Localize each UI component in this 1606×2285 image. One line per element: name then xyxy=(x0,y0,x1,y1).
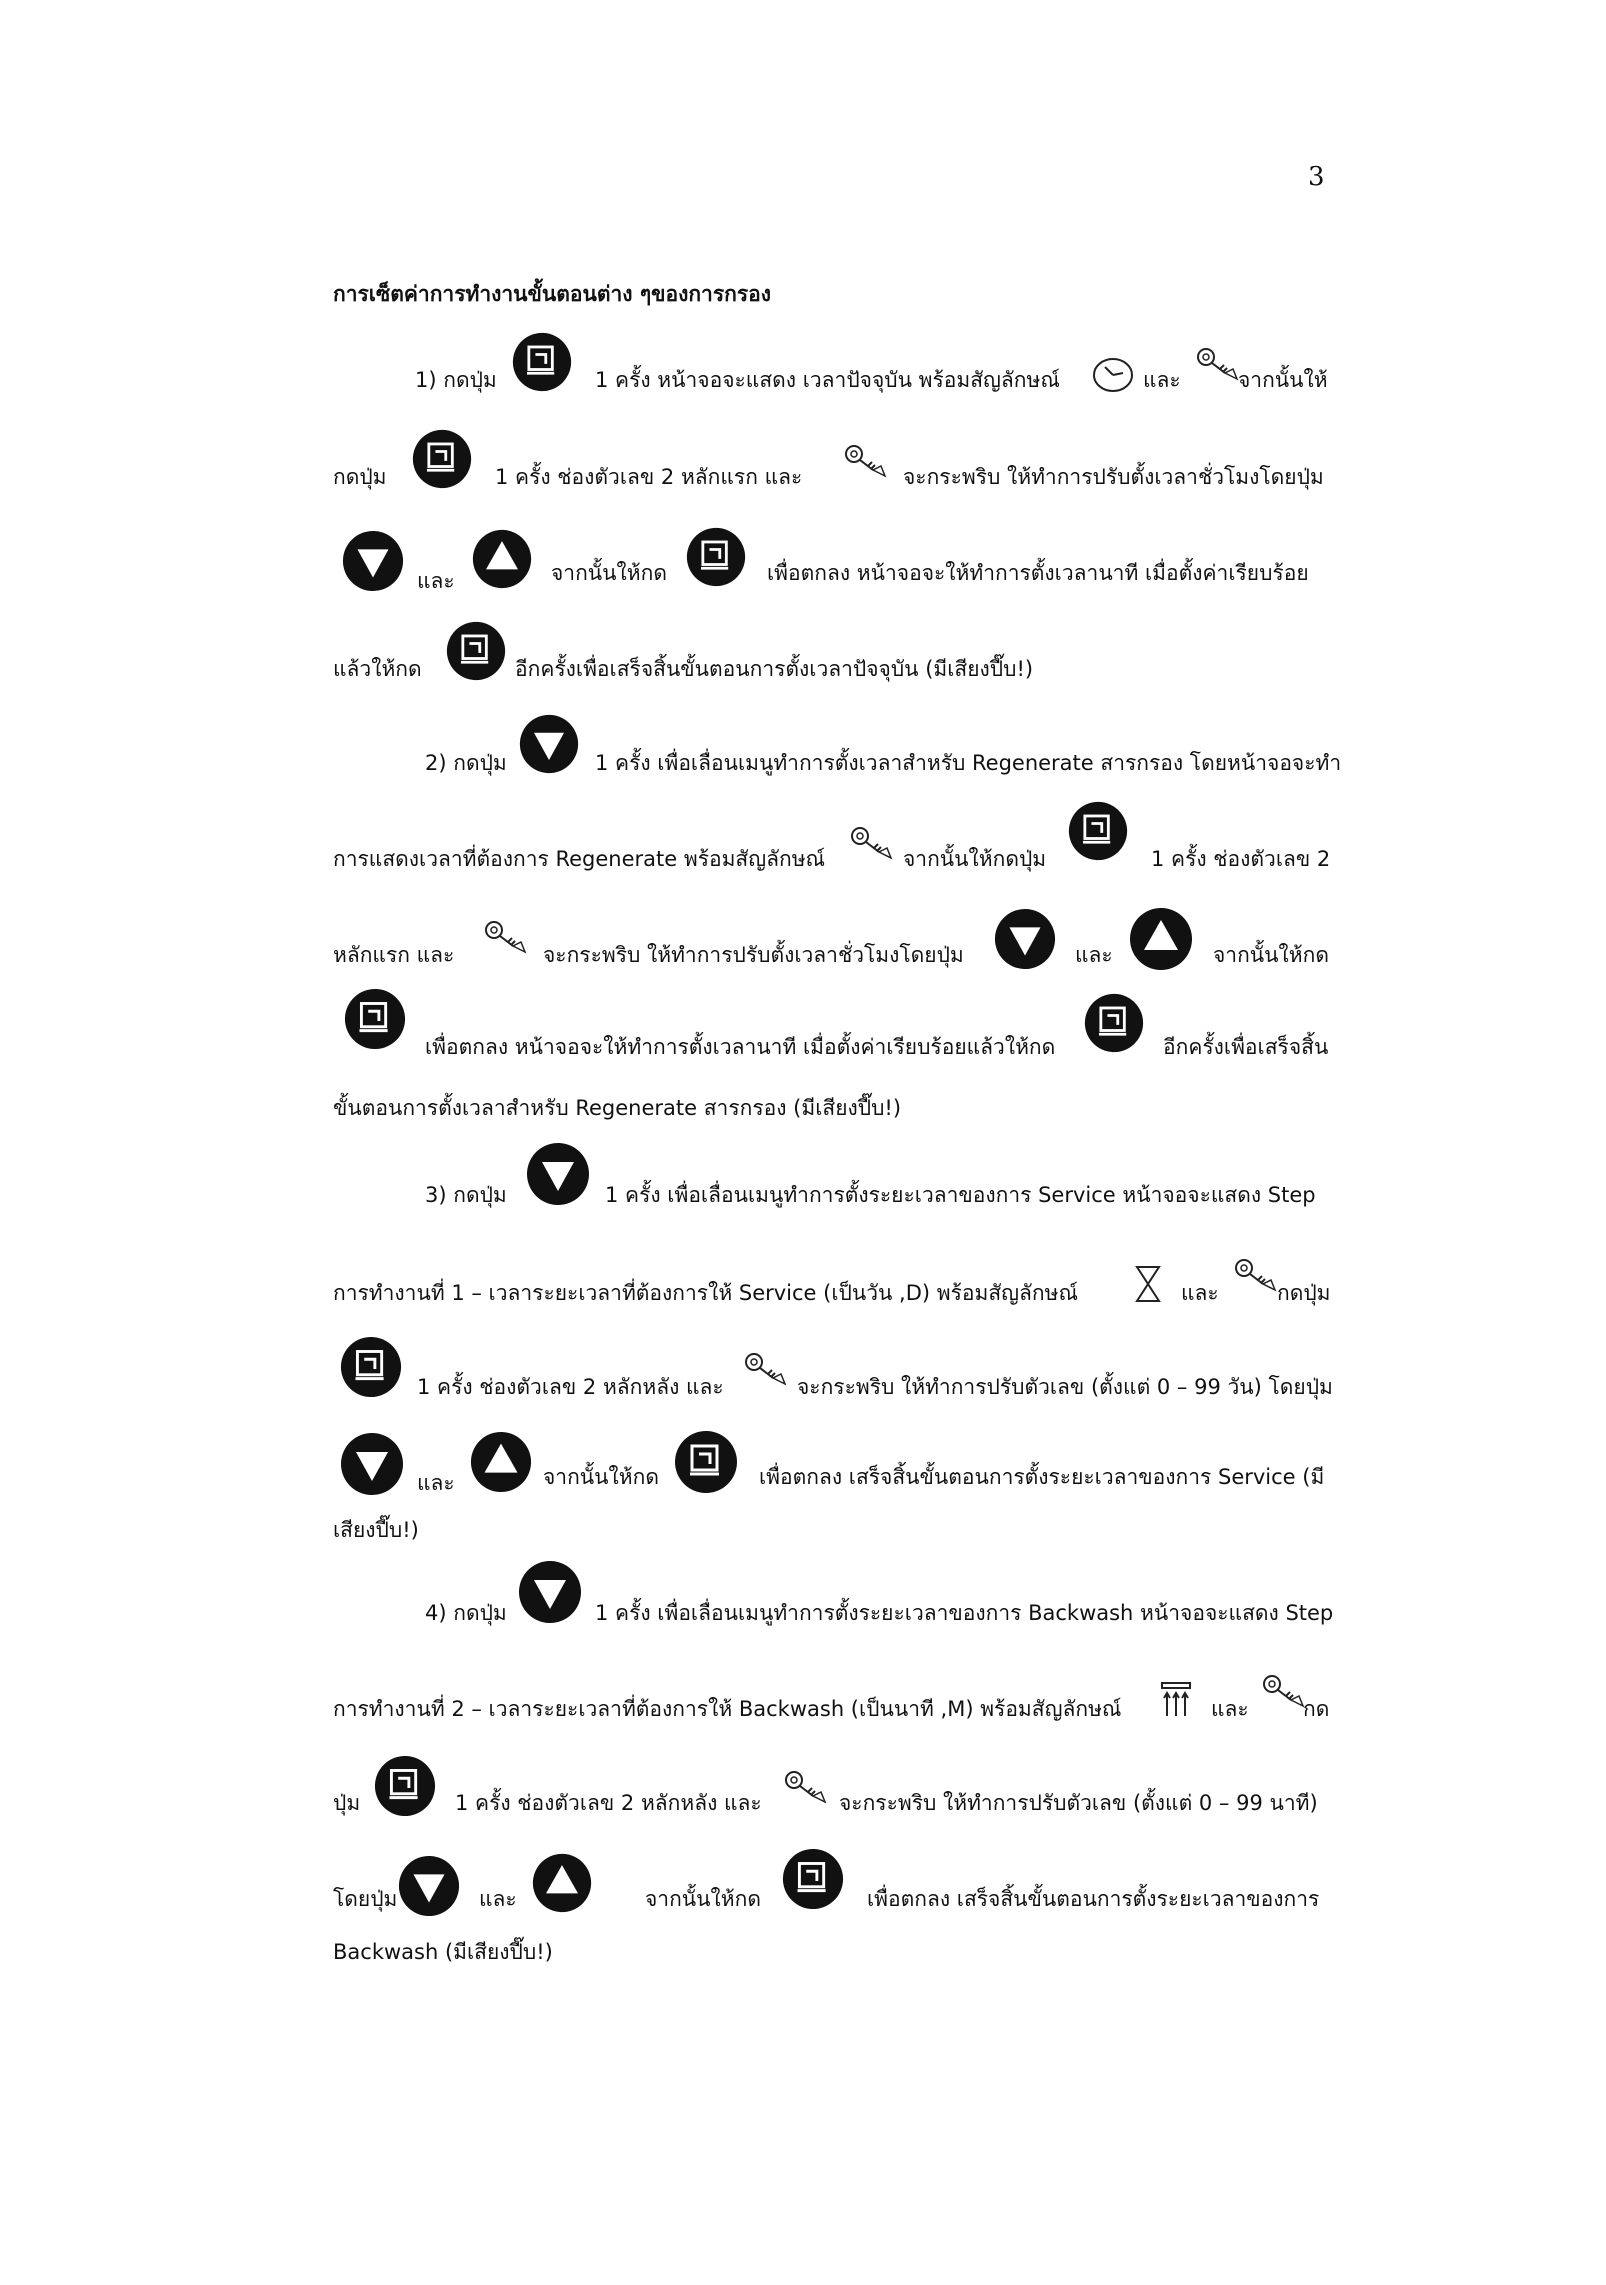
step1-text: จากนั้นให้ xyxy=(1238,368,1328,392)
step3-line3 xyxy=(333,1330,1333,1410)
step2-text: 2) กดปุ่ม xyxy=(425,751,507,775)
step4-text: Backwash (มีเสียงปี๊บ!) xyxy=(333,1940,553,1964)
step3-text: จากนั้นให้กด xyxy=(543,1465,659,1489)
step2-text: 1 ครั้ง เพื่อเลื่อนเมนูทำการตั้งเวลาสำหรับ Regenerate สารกรอง โดยหน้าจอจะทำ xyxy=(595,751,1342,775)
step4-text: 4) กดปุ่ม xyxy=(425,1601,507,1625)
key-icon xyxy=(1261,1672,1305,1708)
section-heading: การเซ็ตค่าการทำงานขั้นตอนต่าง ๆของการกรอง xyxy=(333,282,771,306)
step2-line2 xyxy=(333,802,1333,882)
step2-text: อีกครั้งเพื่อเสร็จสิ้น xyxy=(1163,1035,1329,1059)
set-button-icon xyxy=(1083,990,1145,1056)
set-button-icon xyxy=(781,1846,845,1912)
down-arrow-button-icon xyxy=(341,526,405,596)
step4-text: ปุ่ม xyxy=(333,1791,361,1815)
step1-text: แล้วให้กด xyxy=(333,657,422,681)
step2-text: การแสดงเวลาที่ต้องการ Regenerate พร้อมสัญลักษณ์ xyxy=(333,847,826,871)
step4-text: เพื่อตกลง เสร็จสิ้นขั้นตอนการตั้งระยะเวลาของการ xyxy=(867,1887,1320,1911)
step3-text: เพื่อตกลง เสร็จสิ้นขั้นตอนการตั้งระยะเวลาของการ Service (มี xyxy=(759,1465,1325,1489)
set-button-icon xyxy=(673,1428,739,1496)
step4-text: การทำงานที่ 2 – เวลาระยะเวลาที่ต้องการให้ Backwash (เป็นนาที ,M) พร้อมสัญลักษณ์ xyxy=(333,1697,1122,1721)
step3-text: 1 ครั้ง ช่องตัวเลข 2 หลักหลัง และ xyxy=(417,1375,724,1399)
step3-text: 1 ครั้ง เพื่อเลื่อนเมนูทำการตั้งระยะเวลาของการ Service หน้าจอจะแสดง Step xyxy=(605,1183,1316,1207)
step1-text: จะกระพริบ ให้ทำการปรับตั้งเวลาชั่วโมงโดยปุ่ม xyxy=(903,465,1324,489)
step4-line1 xyxy=(333,1556,1333,1636)
step2-text: จะกระพริบ ให้ทำการปรับตั้งเวลาชั่วโมงโดยปุ่ม xyxy=(543,943,964,967)
clock-icon xyxy=(1091,355,1135,395)
down-arrow-button-icon xyxy=(518,710,580,778)
step3-line1 xyxy=(333,1138,1333,1218)
step1-text: และ xyxy=(417,569,455,593)
up-arrow-button-icon xyxy=(471,526,533,592)
step1-text: และ xyxy=(1143,368,1181,392)
step2-line4 xyxy=(333,990,1333,1070)
step1-text: อีกครั้งเพื่อเสร็จสิ้นขั้นตอนการตั้งเวลาปัจจุบัน (มีเสียงปี๊บ!) xyxy=(515,657,1034,681)
key-icon xyxy=(1233,1256,1277,1292)
up-arrow-button-icon xyxy=(1128,904,1194,974)
step2-text: เพื่อตกลง หน้าจอจะให้ทำการตั้งเวลานาที เมื่อตั้งค่าเรียบร้อยแล้วให้กด xyxy=(425,1035,1056,1059)
step1-line3 xyxy=(333,516,1333,596)
step4-text: โดยปุ่ม xyxy=(333,1887,398,1911)
set-button-icon xyxy=(511,329,573,395)
step3-text: และ xyxy=(1181,1281,1219,1305)
step3-text: กดปุ่ม xyxy=(1277,1281,1331,1305)
hourglass-icon xyxy=(1133,1264,1163,1304)
down-arrow-button-icon xyxy=(525,1138,591,1210)
step1-line4 xyxy=(333,612,1333,692)
set-button-icon xyxy=(685,524,747,590)
step3-line2 xyxy=(333,1236,1333,1316)
step3-text: 3) กดปุ่ม xyxy=(425,1183,507,1207)
step2-text: ขั้นตอนการตั้งเวลาสำหรับ Regenerate สารกรอง (มีเสียงปี๊บ!) xyxy=(333,1096,902,1120)
step3-text: เสียงปี๊บ!) xyxy=(333,1518,419,1542)
step4-text: 1 ครั้ง เพื่อเลื่อนเมนูทำการตั้งระยะเวลาของการ Backwash หน้าจอจะแสดง Step xyxy=(595,1601,1334,1625)
step4-line4 xyxy=(333,1842,1333,1922)
step1-line1 xyxy=(333,323,1333,403)
set-button-icon xyxy=(343,986,407,1052)
down-arrow-button-icon xyxy=(517,1556,583,1628)
step2-text: จากนั้นให้กดปุ่ม xyxy=(903,847,1047,871)
up-arrow-button-icon xyxy=(469,1428,533,1496)
key-icon xyxy=(783,1768,827,1804)
key-icon xyxy=(483,918,527,954)
step1-text: 1) กดปุ่ม xyxy=(415,368,497,392)
down-arrow-button-icon xyxy=(339,1428,405,1500)
step4-text: จากนั้นให้กด xyxy=(645,1887,761,1911)
up-arrow-button-icon xyxy=(531,1850,593,1916)
step4-line3 xyxy=(333,1746,1333,1826)
backwash-icon xyxy=(1159,1680,1193,1720)
set-button-icon xyxy=(445,618,507,684)
step1-text: จากนั้นให้กด xyxy=(551,561,667,585)
set-button-icon xyxy=(373,1752,437,1820)
down-arrow-button-icon xyxy=(993,904,1057,974)
step2-text: หลักแรก และ xyxy=(333,943,455,967)
step1-text: เพื่อตกลง หน้าจอจะให้ทำการตั้งเวลานาที เมื่อตั้งค่าเรียบร้อย xyxy=(767,561,1309,585)
step1-text: 1 ครั้ง หน้าจอจะแสดง เวลาปัจจุบัน พร้อมสัญลักษณ์ xyxy=(595,368,1060,392)
step2-line3 xyxy=(333,898,1333,978)
step4-line2 xyxy=(333,1652,1333,1732)
step4-text: กด xyxy=(1303,1697,1330,1721)
step4-text: และ xyxy=(1211,1697,1249,1721)
set-button-icon xyxy=(411,426,473,492)
step1-text: 1 ครั้ง ช่องตัวเลข 2 หลักแรก และ xyxy=(495,465,803,489)
step4-text: และ xyxy=(479,1887,517,1911)
step4-text: จะกระพริบ ให้ทำการปรับตัวเลข (ตั้งแต่ 0 – 99 นาที) xyxy=(839,1791,1318,1815)
step2-line1 xyxy=(333,706,1342,786)
step1-text: กดปุ่ม xyxy=(333,465,387,489)
key-icon xyxy=(849,824,893,860)
step1-line2 xyxy=(333,420,1333,500)
page-number: 3 xyxy=(1308,162,1325,192)
step4-text: 1 ครั้ง ช่องตัวเลข 2 หลักหลัง และ xyxy=(455,1791,762,1815)
step2-text: จากนั้นให้กด xyxy=(1213,943,1329,967)
step2-text: และ xyxy=(1075,943,1113,967)
down-arrow-button-icon xyxy=(397,1852,461,1920)
key-icon xyxy=(743,1350,787,1386)
step3-line4 xyxy=(333,1420,1333,1500)
step3-text: และ xyxy=(417,1471,455,1495)
key-icon xyxy=(843,442,887,478)
step3-text: การทำงานที่ 1 – เวลาระยะเวลาที่ต้องการให้ Service (เป็นวัน ,D) พร้อมสัญลักษณ์ xyxy=(333,1281,1078,1305)
set-button-icon xyxy=(1067,798,1129,864)
set-button-icon xyxy=(339,1334,403,1400)
key-icon xyxy=(1195,345,1239,381)
step3-text: จะกระพริบ ให้ทำการปรับตัวเลข (ตั้งแต่ 0 – 99 วัน) โดยปุ่ม xyxy=(797,1375,1333,1399)
step2-text: 1 ครั้ง ช่องตัวเลข 2 xyxy=(1151,847,1331,871)
